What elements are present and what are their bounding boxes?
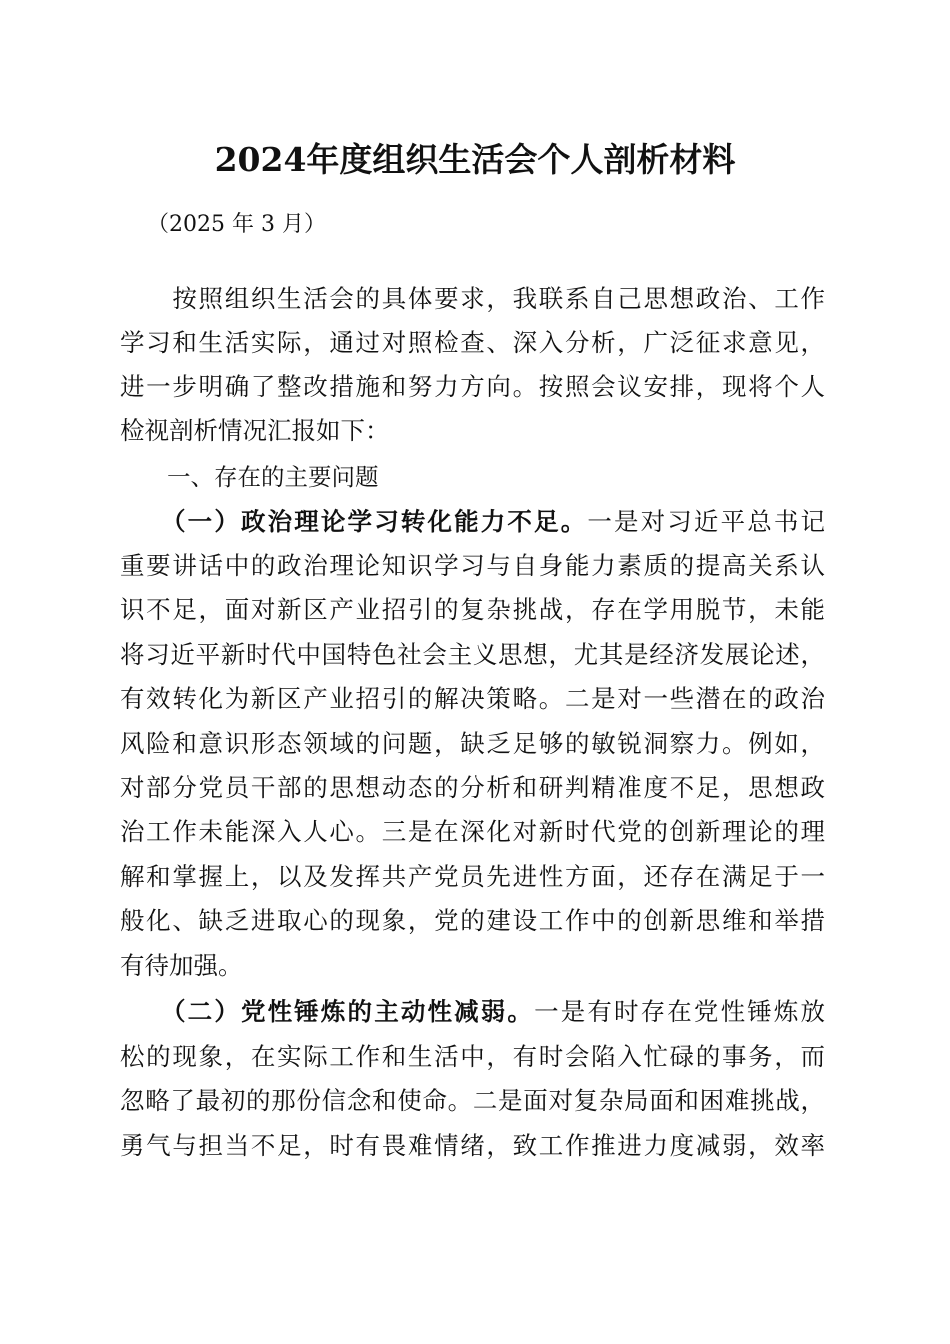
subsection-1-first-line — [120, 505, 825, 539]
subsection-2-first-text: 一是有时存在党性锤炼放 — [534, 997, 825, 1026]
subsection-2-first-line — [120, 995, 825, 1029]
subsection-1-line: 治工作未能深入人心。三是在深化对新时代党的创新理论的理 — [120, 817, 825, 846]
subsection-1-heading: （一）政治理论学习转化能力不足。 — [120, 507, 588, 536]
subsection-2-line: 松的现象，在实际工作和生活中，有时会陷入忙碌的事务，而 — [120, 1042, 825, 1071]
intro-line-4: 检视剖析情况汇报如下： — [120, 416, 390, 445]
intro-line-2: 学习和生活实际，通过对照检查、深入分析，广泛征求意见， — [120, 328, 825, 357]
subsection-2-line: 勇气与担当不足，时有畏难情绪，致工作推进力度减弱，效率 — [120, 1131, 825, 1160]
subsection-1-line: 般化、缺乏进取心的现象，党的建设工作中的创新思维和举措 — [120, 906, 825, 935]
subsection-1-first-text: 一是对习近平总书记 — [587, 507, 825, 536]
subsection-1-line: 识不足，面对新区产业招引的复杂挑战，存在学用脱节，未能 — [120, 595, 825, 624]
subsection-1-line: 有待加强。 — [120, 951, 243, 980]
intro-line-3: 进一步明确了整改措施和努力方向。按照会议安排，现将个人 — [120, 372, 825, 401]
subsection-2-line: 忽略了最初的那份信念和使命。二是面对复杂局面和困难挑战， — [120, 1086, 825, 1115]
subsection-1-line: 有效转化为新区产业招引的解决策略。二是对一些潜在的政治 — [120, 684, 825, 713]
intro-line-1: 按照组织生活会的具体要求，我联系自己思想政治、工作 — [120, 284, 825, 313]
section-heading: 一、存在的主要问题 — [120, 463, 379, 491]
subsection-2-heading: （二）党性锤炼的主动性减弱。 — [120, 997, 535, 1026]
document-title: 2024年度组织生活会个人剖析材料 — [214, 140, 736, 179]
subsection-1-line: 风险和意识形态领域的问题，缺乏足够的敏锐洞察力。例如， — [120, 729, 825, 758]
subsection-1-line: 重要讲话中的政治理论知识学习与自身能力素质的提高关系认 — [120, 551, 825, 580]
document-date: （2025 年 3 月） — [147, 212, 326, 237]
subsection-1-line: 解和掌握上，以及发挥共产党员先进性方面，还存在满足于一 — [120, 862, 825, 891]
subsection-1-line: 将习近平新时代中国特色社会主义思想，尤其是经济发展论述， — [120, 640, 825, 669]
subsection-1-line: 对部分党员干部的思想动态的分析和研判精准度不足，思想政 — [120, 773, 825, 802]
